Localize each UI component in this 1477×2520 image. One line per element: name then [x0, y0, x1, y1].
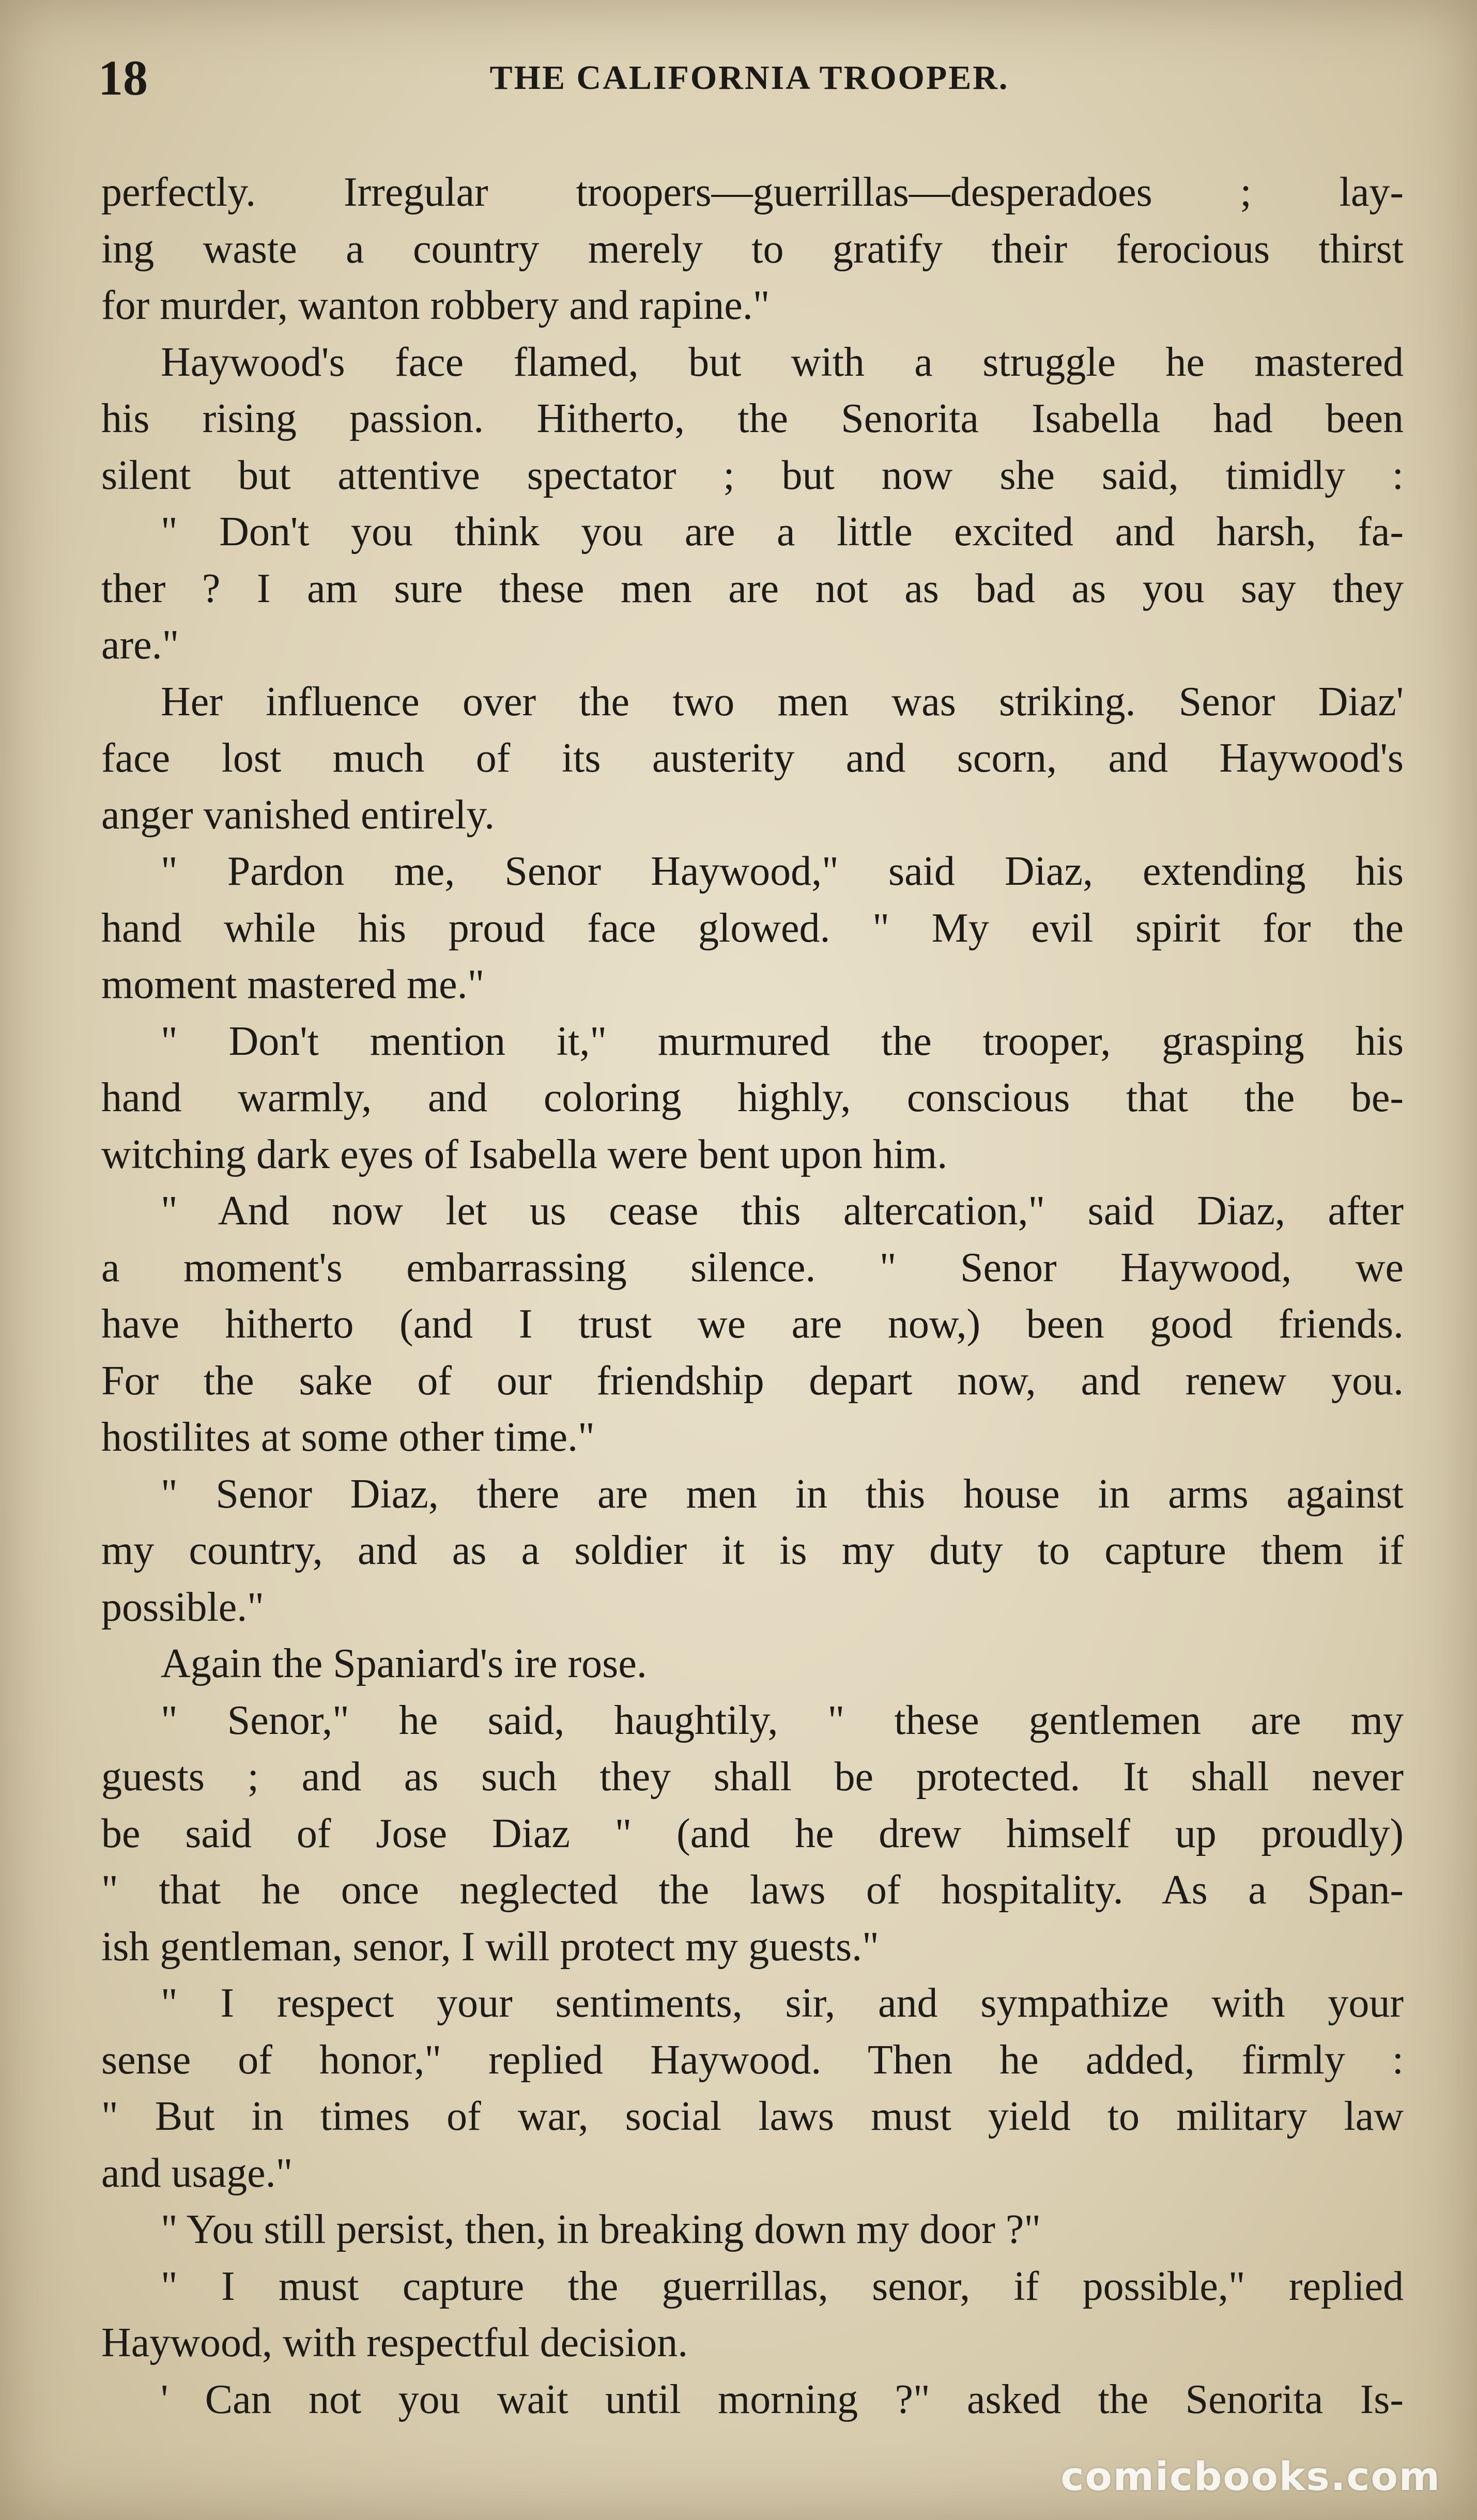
text-line: hand while his proud face glowed. " My evil spirit for the [101, 905, 1404, 951]
text-line: " But in times of war, social laws must yield to military law [101, 2094, 1404, 2139]
text-line: ing waste a country merely to gratify their ferocious thirst [101, 226, 1404, 272]
text-line: For the sake of our friendship depart now, and renew you. [101, 1358, 1404, 1404]
text-line: hand warmly, and coloring highly, conscious that the be- [101, 1075, 1404, 1120]
text-line: and usage." [101, 2150, 293, 2196]
text-line: Haywood, with respectful decision. [101, 2320, 688, 2365]
body-text [101, 164, 1404, 2428]
text-line: a moment's embarrassing silence. " Senor Haywood, we [101, 1244, 1404, 1290]
text-line: face lost much of its austerity and scorn, and Haywood's [101, 735, 1404, 781]
text-line: Her influence over the two men was striking. Senor Diaz' [161, 679, 1404, 725]
text-line: sense of honor," replied Haywood. Then he added, firmly : [101, 2037, 1404, 2083]
text-line: witching dark eyes of Isabella were bent upon him. [101, 1131, 948, 1177]
text-line: " I must capture the guerrillas, senor, if possible," replied [161, 2263, 1404, 2309]
text-line: silent but attentive spectator ; but now she said, timidly : [101, 452, 1404, 498]
page-number: 18 [98, 50, 148, 105]
text-line: have hitherto (and I trust we are now,) been good friends. [101, 1301, 1404, 1347]
text-line: " Don't mention it," murmured the trooper, grasping his [161, 1018, 1404, 1064]
text-line: " I respect your sentiments, sir, and sympathize with your [161, 1980, 1404, 2026]
text-line: his rising passion. Hitherto, the Senorita Isabella had been [101, 396, 1404, 441]
text-line: " And now let us cease this altercation," said Diaz, after [161, 1188, 1404, 1234]
text-line: are." [101, 622, 179, 668]
text-line: " Senor Diaz, there are men in this house in arms against [161, 1471, 1404, 1517]
watermark: comicbooks.com [1060, 2453, 1441, 2499]
text-line: anger vanished entirely. [101, 792, 495, 838]
text-line: " Senor," he said, haughtily, " these gentlemen are my [161, 1697, 1404, 1743]
text-line: possible." [101, 1584, 264, 1630]
text-line: " You still persist, then, in breaking down my door ?" [161, 2207, 1041, 2252]
text-line: Haywood's face flamed, but with a struggle he mastered [161, 339, 1404, 385]
text-line: for murder, wanton robbery and rapine." [101, 283, 770, 328]
running-title: THE CALIFORNIA TROOPER. [489, 59, 1009, 97]
text-line: be said of Jose Diaz " (and he drew himself up proudly) [101, 1810, 1404, 1856]
text-line: moment mastered me." [101, 962, 485, 1007]
text-line: hostilites at some other time." [101, 1415, 595, 1460]
text-line: ther ? I am sure these men are not as bad as you say they [101, 565, 1404, 611]
text-line: " Pardon me, Senor Haywood," said Diaz, extending his [161, 849, 1404, 894]
text-line: Again the Spaniard's ire rose. [161, 1641, 647, 1686]
page-header [98, 49, 1401, 121]
text-line: " that he once neglected the laws of hospitality. As a Span- [101, 1867, 1404, 1913]
text-line: my country, and as a soldier it is my duty to capture them if [101, 1528, 1404, 1573]
text-line: guests ; and as such they shall be protected. It shall never [101, 1754, 1404, 1800]
text-line: perfectly. Irregular troopers—guerrillas—desperadoes ; lay- [101, 170, 1404, 215]
text-line: " Don't you think you are a little excited and harsh, fa- [161, 509, 1404, 555]
text-line: ish gentleman, senor, I will protect my guests." [101, 1924, 879, 1970]
text-line: ' Can not you wait until morning ?" asked the Senorita Is- [161, 2376, 1404, 2422]
